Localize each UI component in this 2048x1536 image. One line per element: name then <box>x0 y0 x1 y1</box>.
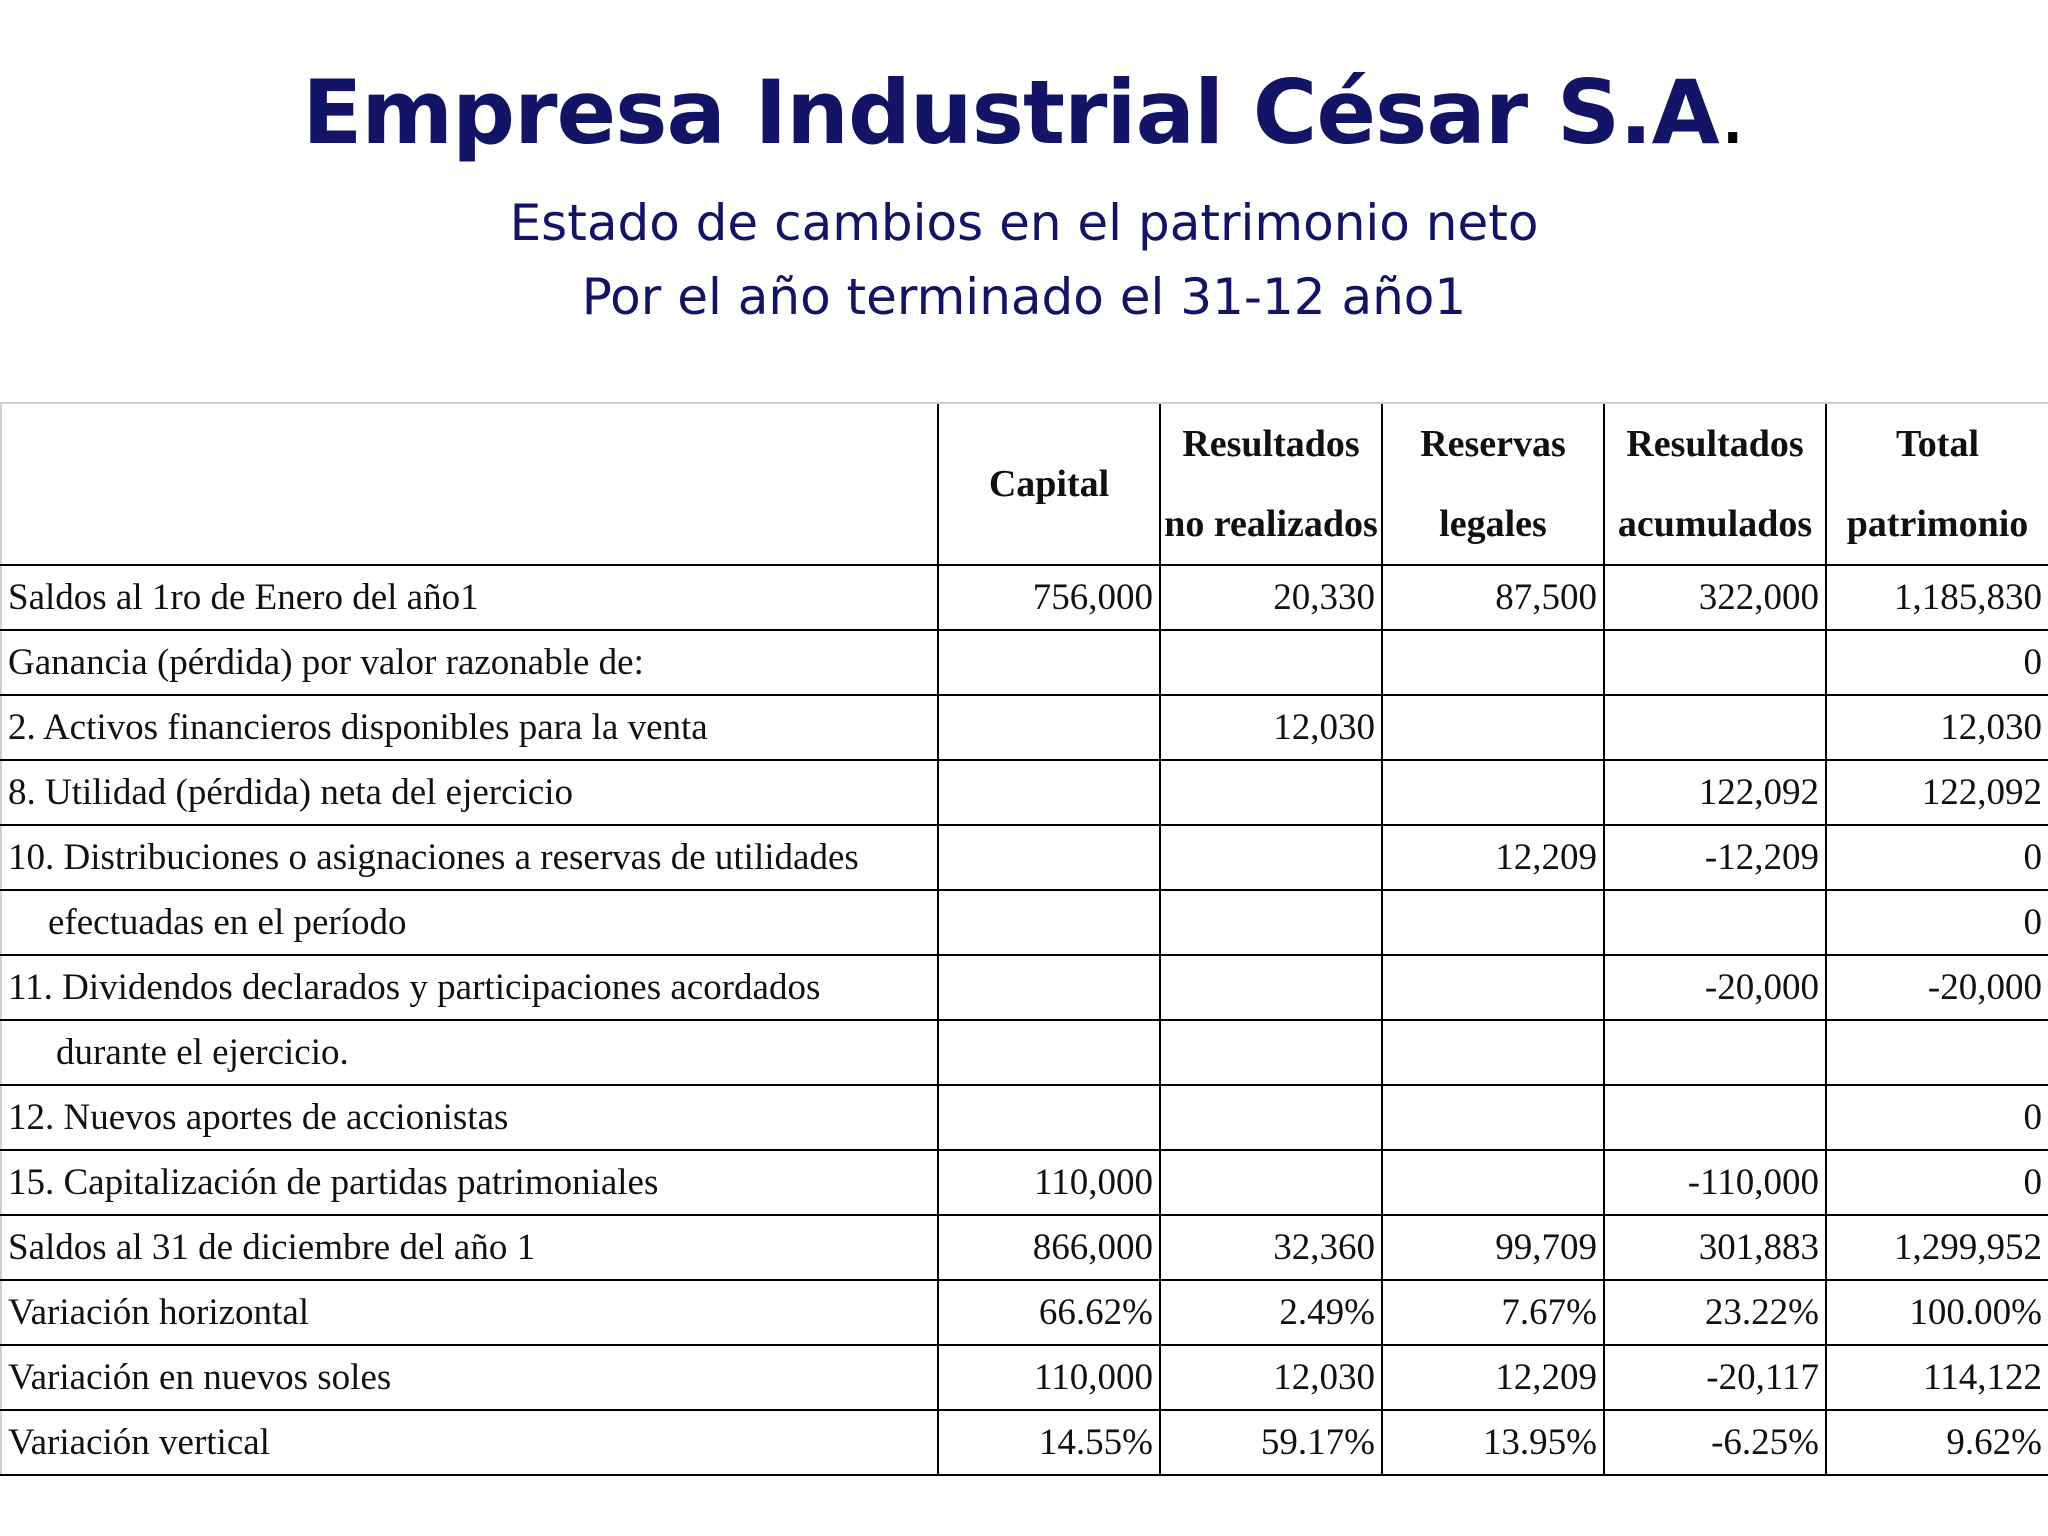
document-subtitle: Estado de cambios en el patrimonio neto <box>509 194 1539 252</box>
row-value: 23.22% <box>1604 1280 1826 1345</box>
row-value <box>1604 890 1826 955</box>
row-value <box>1160 1150 1382 1215</box>
title-dot: . <box>1718 61 1746 164</box>
row-value <box>1604 695 1826 760</box>
row-value <box>938 825 1160 890</box>
table-row <box>1 630 2048 695</box>
row-value <box>1160 630 1382 695</box>
row-value: 2.49% <box>1160 1280 1382 1345</box>
row-label: Ganancia (pérdida) por valor razonable de: <box>1 630 938 695</box>
row-value <box>1826 1020 2048 1085</box>
row-value: 14.55% <box>938 1410 1160 1475</box>
row-value <box>1160 760 1382 825</box>
row-value: 1,299,952 <box>1826 1215 2048 1280</box>
row-value <box>1382 695 1604 760</box>
row-value <box>938 890 1160 955</box>
row-value: 99,709 <box>1382 1215 1604 1280</box>
row-value <box>938 695 1160 760</box>
row-value <box>1382 760 1604 825</box>
row-value: -20,117 <box>1604 1345 1826 1410</box>
row-value <box>938 630 1160 695</box>
table-row <box>1 890 2048 955</box>
table-row <box>1 1150 2048 1215</box>
row-value <box>1382 1150 1604 1215</box>
row-value <box>1382 1020 1604 1085</box>
header-legal-reserves: Reservas legales <box>1382 403 1604 565</box>
row-value: 0 <box>1826 1150 2048 1215</box>
row-label: 10. Distribuciones o asignaciones a reservas de utilidades <box>1 825 938 890</box>
row-value <box>1160 890 1382 955</box>
row-label: 15. Capitalización de partidas patrimoniales <box>1 1150 938 1215</box>
row-value <box>938 1085 1160 1150</box>
row-value: 110,000 <box>938 1345 1160 1410</box>
row-label: 2. Activos financieros disponibles para la venta <box>1 695 938 760</box>
row-value: -20,000 <box>1604 955 1826 1020</box>
row-value: 12,209 <box>1382 1345 1604 1410</box>
row-value: 32,360 <box>1160 1215 1382 1280</box>
row-value: 114,122 <box>1826 1345 2048 1410</box>
document-period: Por el año terminado el 31-12 año1 <box>581 268 1467 326</box>
row-value: 122,092 <box>1604 760 1826 825</box>
row-value <box>938 760 1160 825</box>
header-capital: Capital <box>938 403 1160 565</box>
row-value: -6.25% <box>1604 1410 1826 1475</box>
table-row <box>1 760 2048 825</box>
row-value: 9.62% <box>1826 1410 2048 1475</box>
row-label: 12. Nuevos aportes de accionistas <box>1 1085 938 1150</box>
table-body <box>1 565 2048 1475</box>
row-value <box>1382 630 1604 695</box>
header-accumulated-results: Resultados acumulados <box>1604 403 1826 565</box>
row-value: 1,185,830 <box>1826 565 2048 630</box>
row-value <box>1604 630 1826 695</box>
row-value: -12,209 <box>1604 825 1826 890</box>
row-value <box>938 955 1160 1020</box>
row-value: 0 <box>1826 825 2048 890</box>
row-label: Variación vertical <box>1 1410 938 1475</box>
table-header-row <box>1 403 2048 565</box>
table-row <box>1 825 2048 890</box>
row-value: 0 <box>1826 630 2048 695</box>
row-value <box>938 1020 1160 1085</box>
row-value: 13.95% <box>1382 1410 1604 1475</box>
row-value: 0 <box>1826 890 2048 955</box>
row-label: Variación en nuevos soles <box>1 1345 938 1410</box>
header-total-equity: Total patrimonio <box>1826 403 2048 565</box>
row-value: 87,500 <box>1382 565 1604 630</box>
row-label: Saldos al 1ro de Enero del año1 <box>1 565 938 630</box>
row-value: 110,000 <box>938 1150 1160 1215</box>
row-value <box>1160 825 1382 890</box>
row-label: Variación horizontal <box>1 1280 938 1345</box>
row-value: 301,883 <box>1604 1215 1826 1280</box>
row-value: 756,000 <box>938 565 1160 630</box>
table-row <box>1 1345 2048 1410</box>
table-row <box>1 955 2048 1020</box>
row-value: 12,030 <box>1160 695 1382 760</box>
row-value: 866,000 <box>938 1215 1160 1280</box>
row-value: 322,000 <box>1604 565 1826 630</box>
table-row <box>1 1215 2048 1280</box>
row-value: -20,000 <box>1826 955 2048 1020</box>
row-value <box>1382 890 1604 955</box>
row-value: 12,209 <box>1382 825 1604 890</box>
table-row <box>1 565 2048 630</box>
row-value <box>1604 1020 1826 1085</box>
row-value: -110,000 <box>1604 1150 1826 1215</box>
row-label: 8. Utilidad (pérdida) neta del ejercicio <box>1 760 938 825</box>
row-value: 0 <box>1826 1085 2048 1150</box>
table-row <box>1 695 2048 760</box>
row-value <box>1604 1085 1826 1150</box>
row-value: 12,030 <box>1160 1345 1382 1410</box>
equity-changes-table <box>0 402 2048 1476</box>
table-row <box>1 1410 2048 1475</box>
row-label: durante el ejercicio. <box>1 1020 938 1085</box>
row-value <box>1382 955 1604 1020</box>
row-label: efectuadas en el período <box>1 890 938 955</box>
row-value: 59.17% <box>1160 1410 1382 1475</box>
row-value <box>1160 1020 1382 1085</box>
row-label: 11. Dividendos declarados y participaciones acordados <box>1 955 938 1020</box>
row-value <box>1382 1085 1604 1150</box>
row-value <box>1160 955 1382 1020</box>
row-value: 20,330 <box>1160 565 1382 630</box>
table-row <box>1 1020 2048 1085</box>
title-text: Empresa Industrial César S.A <box>302 61 1719 164</box>
row-value: 122,092 <box>1826 760 2048 825</box>
header-blank-cell <box>1 403 938 565</box>
row-label: Saldos al 31 de diciembre del año 1 <box>1 1215 938 1280</box>
header-unrealized-results: Resultados no realizados <box>1160 403 1382 565</box>
row-value: 12,030 <box>1826 695 2048 760</box>
document-title <box>0 58 2048 168</box>
table-row <box>1 1085 2048 1150</box>
table-row <box>1 1280 2048 1345</box>
row-value: 100.00% <box>1826 1280 2048 1345</box>
row-value <box>1160 1085 1382 1150</box>
row-value: 7.67% <box>1382 1280 1604 1345</box>
row-value: 66.62% <box>938 1280 1160 1345</box>
